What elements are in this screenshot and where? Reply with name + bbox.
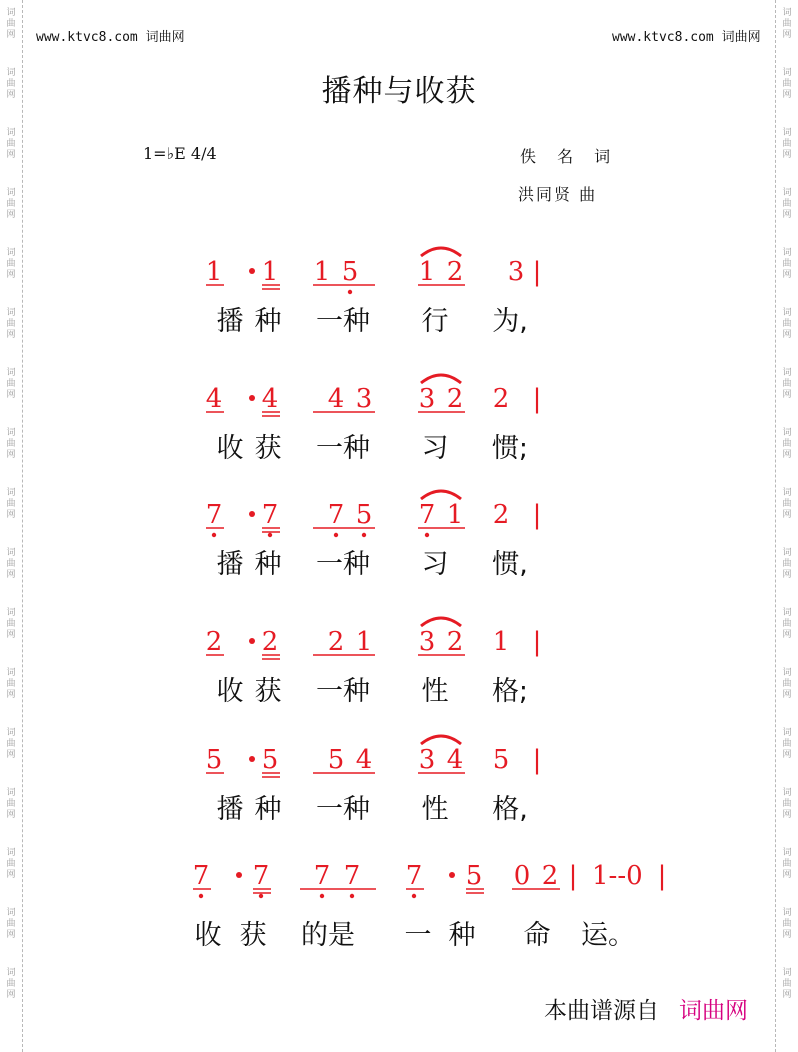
barline: |	[568, 861, 578, 891]
side-watermark: 词 曲 网	[782, 8, 792, 40]
note: 7	[261, 500, 279, 530]
lyric: 收	[216, 676, 244, 707]
note: 2	[492, 384, 510, 414]
note: 0	[513, 861, 531, 891]
note: 2	[446, 257, 464, 287]
octave-dot	[350, 894, 354, 898]
lyricist-credit: 佚 名 词	[520, 147, 619, 166]
lyric: 习	[421, 549, 449, 580]
note: 7	[313, 861, 331, 891]
side-watermark: 词 曲 网	[782, 968, 792, 1000]
lyric: 种	[254, 306, 282, 337]
augmentation-dot	[249, 511, 255, 517]
lyric: 播	[216, 306, 244, 337]
note: 5	[355, 500, 373, 530]
slur	[421, 491, 461, 499]
octave-dot	[348, 290, 352, 294]
side-watermark: 词 曲 网	[782, 908, 792, 940]
side-watermark: 词 曲 网	[6, 368, 16, 400]
lyric: 惯,	[492, 549, 528, 580]
augmentation-dot	[449, 872, 455, 878]
slur	[421, 248, 461, 256]
lyric: 一	[404, 920, 432, 951]
barline: |	[532, 627, 542, 657]
song-title: 播种与收获	[321, 74, 477, 109]
side-watermark: 词 曲 网	[782, 788, 792, 820]
note: 7	[418, 500, 436, 530]
side-watermark: 词 曲 网	[782, 728, 792, 760]
composer-credit: 洪同贤 曲	[518, 185, 598, 204]
lyric: 一种	[316, 549, 370, 580]
lyric: 获	[254, 433, 282, 464]
site-watermark-right: www.ktvc8.com 词曲网	[612, 30, 761, 45]
note: 7	[205, 500, 223, 530]
side-watermark: 词 曲 网	[782, 488, 792, 520]
side-watermark: 词 曲 网	[6, 428, 16, 460]
note: 5	[205, 745, 223, 775]
note: 2	[446, 627, 464, 657]
note: 1	[418, 257, 436, 287]
note: 3	[418, 627, 436, 657]
note: 4	[261, 384, 279, 414]
lyric: 为,	[492, 306, 528, 337]
lyric: 收	[216, 433, 244, 464]
side-watermark: 词 曲 网	[6, 788, 16, 820]
side-watermark: 词 曲 网	[6, 968, 16, 1000]
note: 1	[492, 627, 510, 657]
lyric: 格;	[491, 676, 529, 707]
lyric: 一种	[316, 306, 370, 337]
augmentation-dot	[236, 872, 242, 878]
lyric: 的是	[301, 920, 355, 951]
augmentation-dot	[249, 395, 255, 401]
note: 7	[252, 861, 270, 891]
octave-dot	[268, 533, 272, 537]
note: 2	[327, 627, 345, 657]
lyric: 惯;	[491, 433, 529, 464]
note: 1	[313, 257, 331, 287]
side-watermark: 词 曲 网	[6, 68, 16, 100]
octave-dot	[212, 533, 216, 537]
lyric: 种	[254, 549, 282, 580]
lyric: 收	[194, 920, 222, 951]
lyric: 播	[216, 794, 244, 825]
note: 1	[261, 257, 279, 287]
note: 3	[418, 745, 436, 775]
barline: |	[532, 745, 542, 775]
note: 5	[492, 745, 510, 775]
octave-dot	[412, 894, 416, 898]
barline: |	[657, 861, 667, 891]
side-watermark: 词 曲 网	[6, 8, 16, 40]
lyric: 行	[421, 306, 449, 337]
lyric: 获	[239, 920, 267, 951]
lyric: 获	[254, 676, 282, 707]
side-watermark: 词 曲 网	[6, 728, 16, 760]
slur	[421, 618, 461, 626]
note: 4	[355, 745, 373, 775]
note: 3	[355, 384, 373, 414]
side-watermark: 词 曲 网	[782, 368, 792, 400]
note: 7	[327, 500, 345, 530]
note: 4	[205, 384, 223, 414]
note: 7	[192, 861, 210, 891]
side-watermark: 词 曲 网	[782, 848, 792, 880]
barline: |	[532, 500, 542, 530]
lyric: 一种	[316, 676, 370, 707]
octave-dot	[362, 533, 366, 537]
note: 5	[465, 861, 483, 891]
lyric: 种	[448, 920, 476, 951]
site-watermark-left: www.ktvc8.com 词曲网	[36, 30, 185, 45]
note: 2	[541, 861, 559, 891]
augmentation-dot	[249, 638, 255, 644]
octave-dot	[259, 894, 263, 898]
side-watermark: 词 曲 网	[782, 308, 792, 340]
footer-brand: 词曲网	[679, 998, 748, 1024]
note: 1	[205, 257, 223, 287]
augmentation-dot	[249, 756, 255, 762]
footer-prefix: 本曲谱源自	[544, 998, 659, 1024]
octave-dot	[334, 533, 338, 537]
barline: |	[532, 384, 542, 414]
lyric: 习	[421, 433, 449, 464]
lyric: 格,	[492, 794, 528, 825]
octave-dot	[425, 533, 429, 537]
note: 2	[446, 384, 464, 414]
footer-source	[544, 992, 748, 1025]
side-watermark: 词 曲 网	[6, 668, 16, 700]
octave-dot	[320, 894, 324, 898]
note: 5	[341, 257, 359, 287]
side-watermark: 词 曲 网	[6, 548, 16, 580]
lyric: 性	[421, 794, 449, 825]
side-watermark: 词 曲 网	[6, 308, 16, 340]
side-watermark: 词 曲 网	[782, 548, 792, 580]
lyric: 一种	[316, 794, 370, 825]
note: 2	[492, 500, 510, 530]
augmentation-dot	[249, 268, 255, 274]
key-signature: 1=♭E 4/4	[143, 144, 217, 163]
slur	[421, 736, 461, 744]
side-watermark: 词 曲 网	[6, 608, 16, 640]
note: 2	[261, 627, 279, 657]
note: 2	[205, 627, 223, 657]
lyric: 运。	[581, 920, 635, 951]
side-watermark: 词 曲 网	[6, 908, 16, 940]
side-watermark: 词 曲 网	[6, 488, 16, 520]
note: 1	[355, 627, 373, 657]
side-watermark: 词 曲 网	[6, 188, 16, 220]
note: 1	[446, 500, 464, 530]
side-watermark: 词 曲 网	[782, 68, 792, 100]
side-watermark: 词 曲 网	[782, 428, 792, 460]
note: 5	[261, 745, 279, 775]
side-watermark: 词 曲 网	[6, 128, 16, 160]
note: 7	[405, 861, 423, 891]
note: 4	[327, 384, 345, 414]
lyric: 播	[216, 549, 244, 580]
side-watermark: 词 曲 网	[6, 248, 16, 280]
note: 5	[327, 745, 345, 775]
note: 1--0	[592, 861, 643, 891]
slur	[421, 375, 461, 383]
lyric: 性	[421, 676, 449, 707]
note: 7	[343, 861, 361, 891]
note: 3	[507, 257, 525, 287]
note: 4	[446, 745, 464, 775]
side-watermark: 词 曲 网	[782, 248, 792, 280]
side-watermark: 词 曲 网	[782, 668, 792, 700]
lyric: 种	[254, 794, 282, 825]
barline: |	[532, 257, 542, 287]
note: 3	[418, 384, 436, 414]
side-watermark: 词 曲 网	[782, 608, 792, 640]
side-watermark: 词 曲 网	[782, 128, 792, 160]
side-watermark: 词 曲 网	[6, 848, 16, 880]
lyric: 一种	[316, 433, 370, 464]
octave-dot	[199, 894, 203, 898]
lyric: 命	[523, 920, 551, 951]
side-watermark: 词 曲 网	[782, 188, 792, 220]
